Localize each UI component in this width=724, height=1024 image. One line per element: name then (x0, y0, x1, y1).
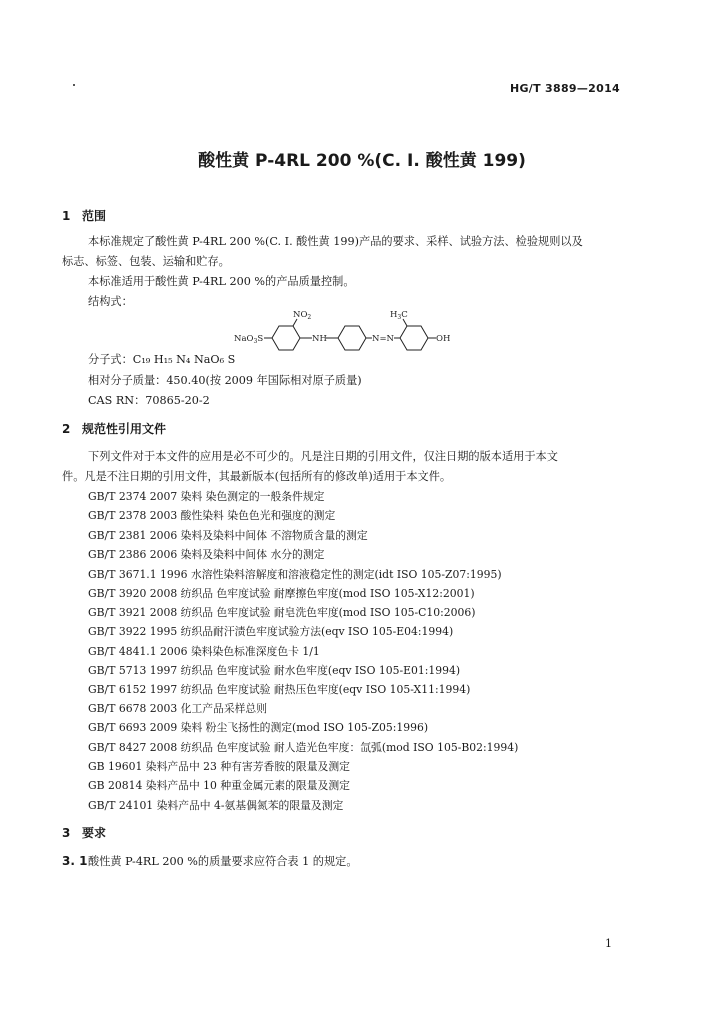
methyl-group: $H_3C$ (390, 310, 408, 321)
section-title: 范围 (82, 209, 107, 223)
scope-paragraph-line-2: 标志、标签、包装、运输和贮存。 (62, 255, 230, 268)
section-3-heading (62, 824, 106, 841)
scan-speck (73, 84, 75, 86)
clause-number: 3. 1 (62, 854, 88, 868)
standard-code: HG/T 3889—2014 (509, 82, 620, 95)
molecular-formula-label: 分子式： (88, 353, 133, 366)
reference-item: GB/T 4841.1 2006 染料染色标准深度色卡 1/1 (88, 645, 320, 658)
structure-label: 结构式： (88, 295, 133, 308)
applicability-paragraph: 本标准适用于酸性黄 P-4RL 200 %的产品质量控制。 (88, 275, 355, 288)
reference-item: GB/T 6693 2009 染料 粉尘飞扬性的测定(mod ISO 105-Z05:1996) (88, 721, 429, 734)
section-number: 1 (62, 209, 71, 223)
cas-number: CAS RN：70865-20-2 (88, 394, 210, 407)
no2-group: $NO_2$ (293, 310, 312, 321)
section-1-heading (62, 207, 106, 224)
molecular-formula-value: C₁₉ H₁₅ N₄ NaO₆ S (132, 353, 236, 366)
nh-group: NH (312, 334, 327, 344)
benzene-ring-2 (338, 326, 366, 350)
scope-paragraph-line-1: 本标准规定了酸性黄 P-4RL 200 %(C. I. 酸性黄 199)产品的要求、采样、试验方法、检验规则以及 (88, 235, 583, 248)
reference-item: GB/T 8427 2008 纺织品 色牢度试验 耐人造光色牢度：氙弧(mod ISO 105-B02:1994) (88, 741, 519, 754)
benzene-ring-3 (400, 326, 428, 350)
section-title: 规范性引用文件 (82, 422, 167, 436)
normative-intro-line-2: 件。凡是不注日期的引用文件，其最新版本(包括所有的修改单)适用于本文件。 (62, 470, 452, 483)
section-title: 要求 (82, 826, 107, 840)
reference-item: GB/T 5713 1997 纺织品 色牢度试验 耐水色牢度(eqv ISO 105-E01:1994) (88, 664, 461, 677)
bond-line (403, 319, 407, 326)
azo-group: N=N (372, 334, 394, 344)
reference-item: GB/T 24101 染料产品中 4-氨基偶氮苯的限量及测定 (88, 799, 344, 812)
structural-formula (230, 308, 470, 358)
reference-item: GB/T 2374 2007 染料 染色测定的一般条件规定 (88, 490, 325, 503)
reference-item: GB/T 2378 2003 酸性染料 染色色光和强度的测定 (88, 509, 336, 522)
oh-group: OH (436, 334, 451, 344)
naso3-group: NaO$_3$S (234, 334, 264, 345)
bond-line (293, 319, 297, 326)
reference-item: GB 20814 染料产品中 10 种重金属元素的限量及测定 (88, 779, 350, 792)
reference-item: GB/T 3920 2008 纺织品 色牢度试验 耐摩擦色牢度(mod ISO 105-X12:2001) (88, 587, 475, 600)
section-2-heading (62, 420, 166, 437)
reference-item: GB/T 6678 2003 化工产品采样总则 (88, 702, 268, 715)
benzene-ring-1 (272, 326, 300, 350)
molecular-formula (88, 350, 235, 370)
reference-item: GB 19601 染料产品中 23 种有害芳香胺的限量及测定 (88, 760, 350, 773)
section-number: 3 (62, 826, 71, 840)
reference-item: GB/T 3671.1 1996 水溶性染料溶解度和溶液稳定性的测定(idt ISO 105-Z07:1995) (88, 568, 502, 581)
page-number: 1 (605, 937, 612, 950)
clause-text: 酸性黄 P-4RL 200 %的质量要求应符合表 1 的规定。 (88, 855, 358, 868)
document-title: 酸性黄 P-4RL 200 %(C. I. 酸性黄 199) (198, 151, 526, 171)
reference-item: GB/T 3921 2008 纺织品 色牢度试验 耐皂洗色牢度(mod ISO 105-C10:2006) (88, 606, 476, 619)
section-number: 2 (62, 422, 71, 436)
reference-item: GB/T 6152 1997 纺织品 色牢度试验 耐热压色牢度(eqv ISO 105-X11:1994) (88, 683, 471, 696)
reference-item: GB/T 2386 2006 染料及染料中间体 水分的测定 (88, 548, 325, 561)
reference-item: GB/T 3922 1995 纺织品耐汗渍色牢度试验方法(eqv ISO 105-E04:1994) (88, 625, 454, 638)
reference-item: GB/T 2381 2006 染料及染料中间体 不溶物质含量的测定 (88, 529, 368, 542)
molecular-mass: 相对分子质量：450.40(按 2009 年国际相对原子质量) (88, 374, 362, 387)
normative-intro-line-1: 下列文件对于本文件的应用是必不可少的。凡是注日期的引用文件，仅注日期的版本适用于本文 (88, 450, 558, 463)
requirement-3-1 (62, 851, 358, 872)
